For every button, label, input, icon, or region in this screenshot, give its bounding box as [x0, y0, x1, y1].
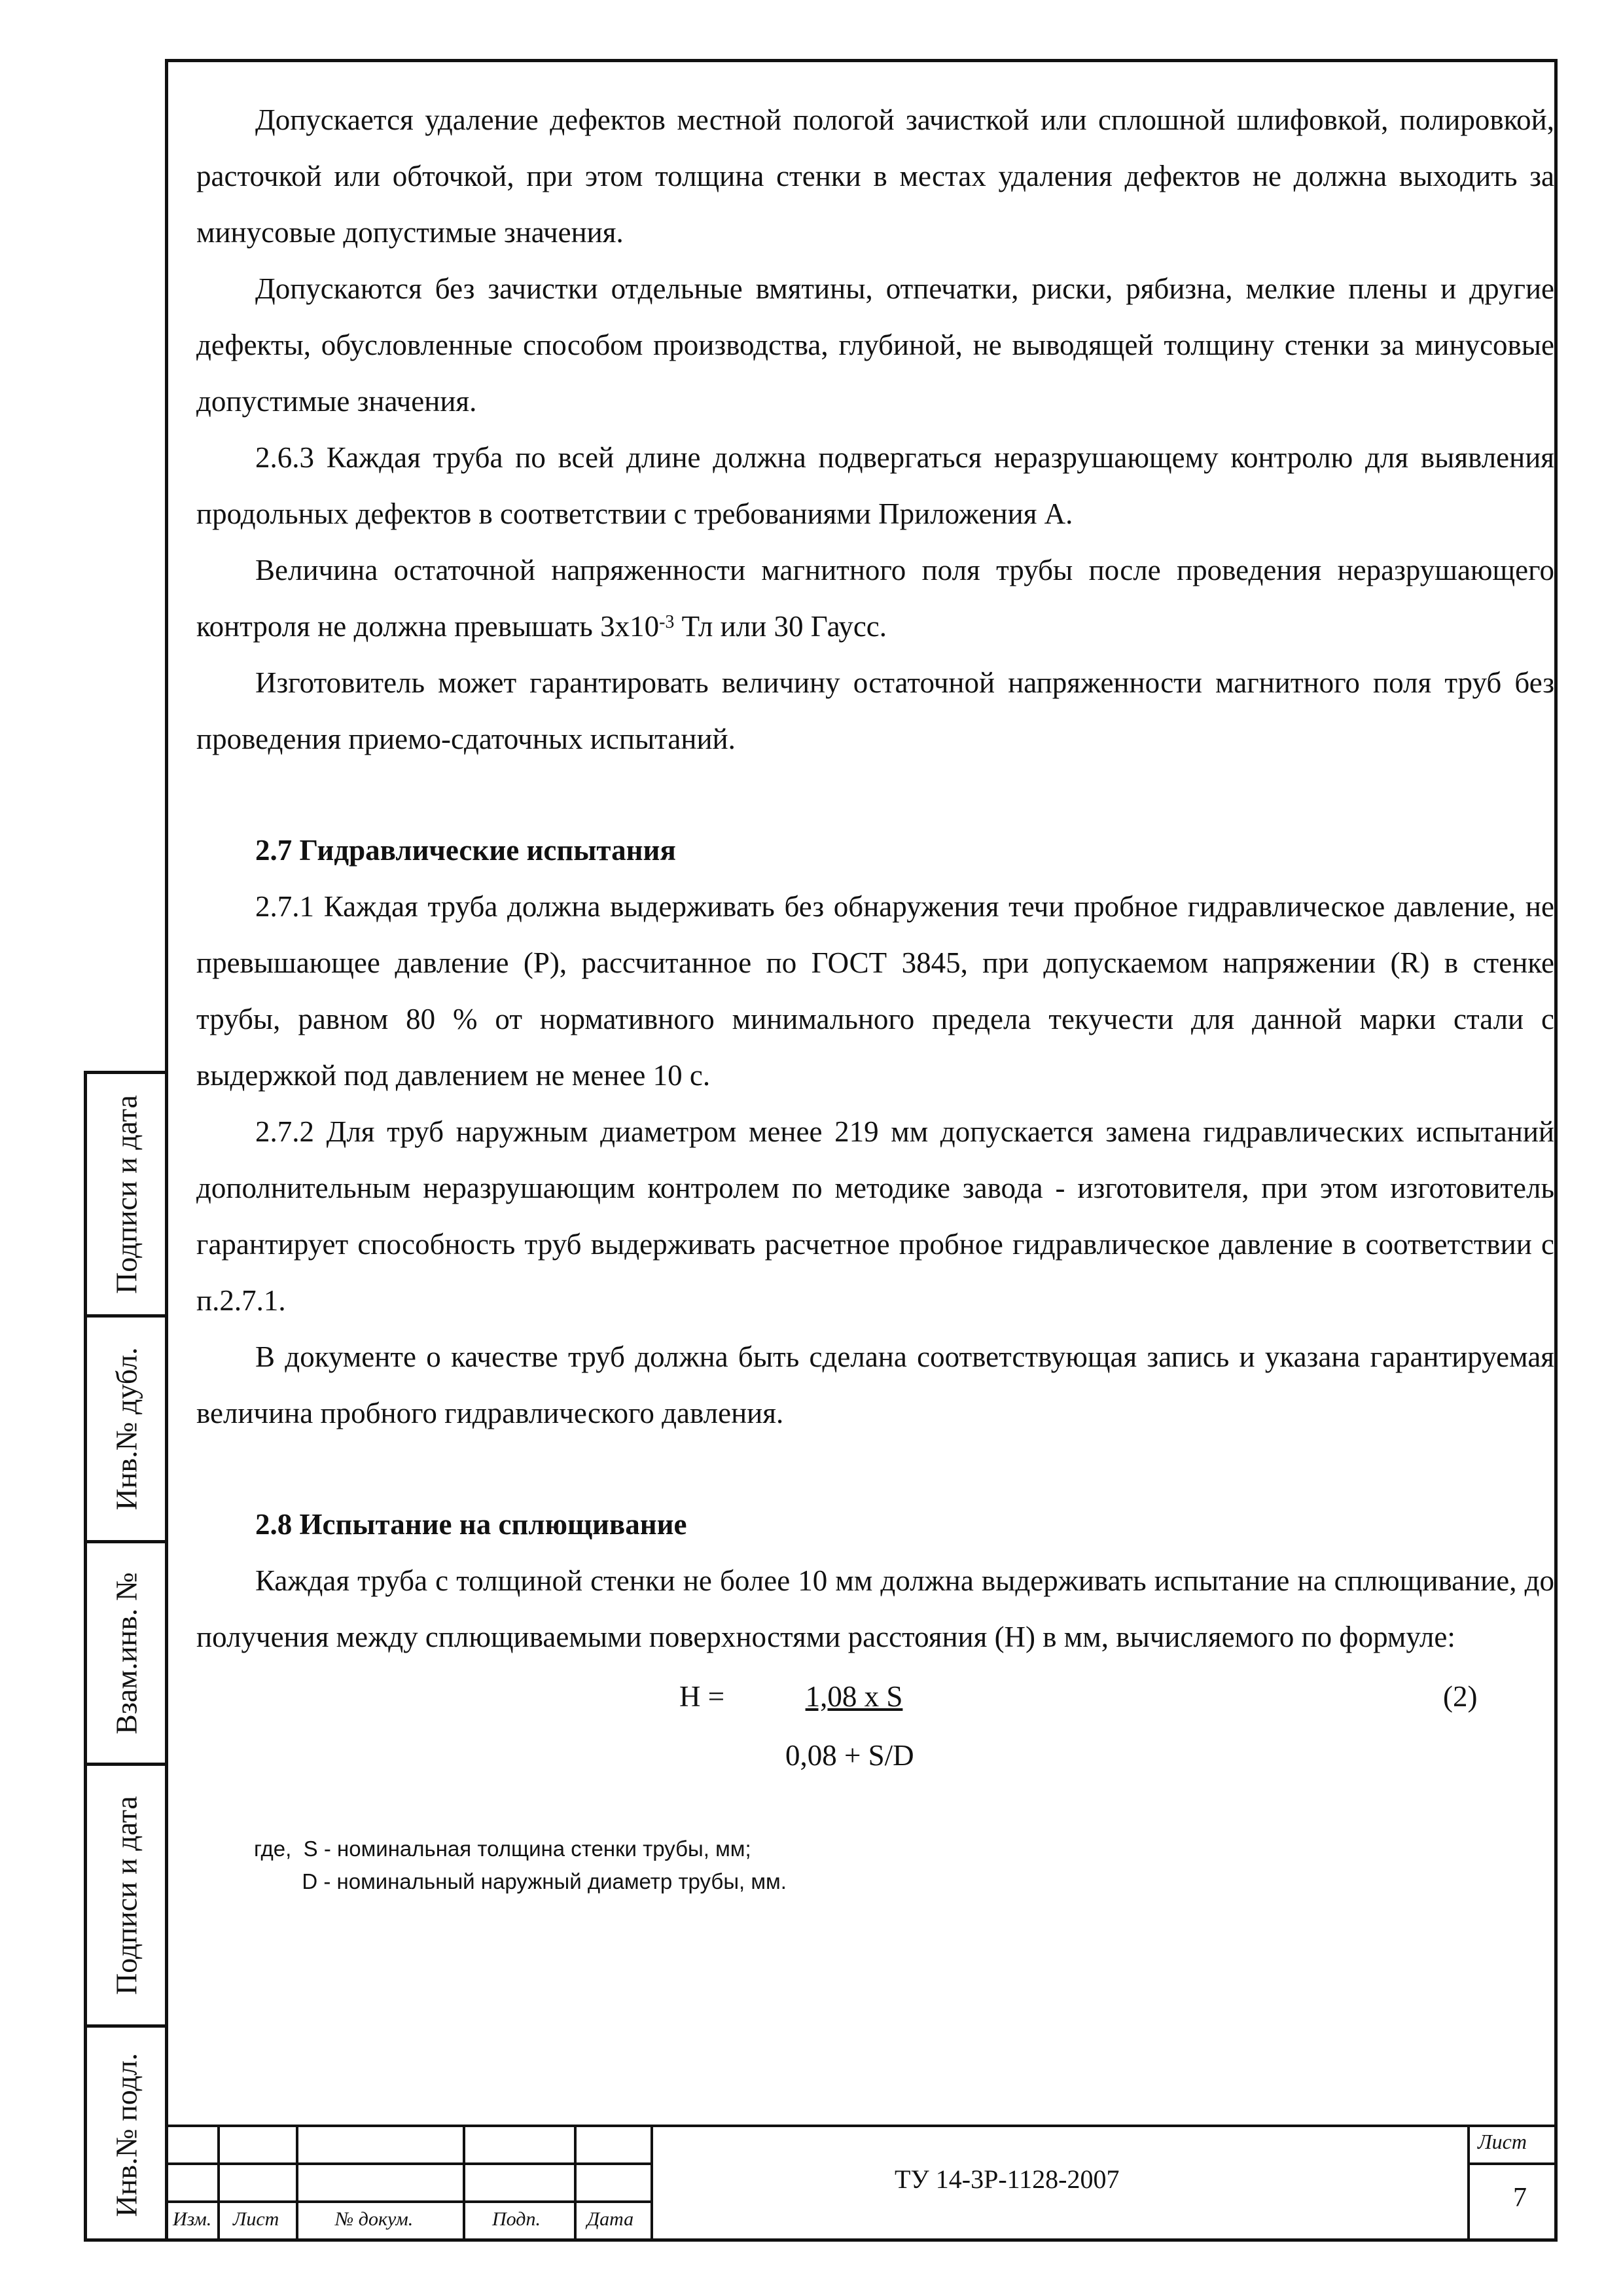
paragraph-flattening: Каждая труба с толщиной стенки не более 10 мм должна выдерживать испытание на сплющивание, до получения между сплющиваемыми поверхностями расстояния (Н) в мм, вычисляемого по формуле: [196, 1564, 1554, 1653]
document-number: ТУ 14-3Р-1128-2007 [895, 2164, 1120, 2194]
strip-label-signatures-1: Подписи и дата [109, 1094, 143, 1294]
paragraph-magnetic-field [196, 542, 1554, 655]
paragraph-quality-document: В документе о качестве труб должна быть сделана соответствующая запись и указана гарантируемая величина пробного гидравлического давления. [196, 1340, 1554, 1429]
heading-2-7: 2.7 Гидравлические испытания [255, 834, 676, 867]
paragraph-2-6-3: 2.6.3 Каждая труба по всей длине должна подвергаться неразрушающему контролю для выявления продольных дефектов в соответствии с требованиями Приложения А. [196, 441, 1554, 530]
paragraph-manufacturer-guarantee: Изготовитель может гарантировать величину остаточной напряженности магнитного поля труб без проведения приемо-сдаточных испытаний. [196, 666, 1554, 755]
document-body [196, 92, 1554, 1796]
sheet-number: 7 [1513, 2183, 1527, 2213]
exponent: -3 [659, 612, 675, 632]
tb-col-line-5 [651, 2125, 653, 2242]
tb-label-doc: № докум. [335, 2208, 414, 2230]
strip-label-replace-inv: Взам.инв. № [109, 1571, 143, 1734]
tb-label-list: Лист [233, 2208, 279, 2230]
tb-col-line-1 [217, 2125, 220, 2242]
title-block [165, 2125, 1558, 2242]
definition-d: D - номинальный наружный диаметр трубы, мм. [254, 1869, 787, 1893]
tb-label-date: Дата [587, 2208, 634, 2230]
strip-cell-signatures-2 [87, 1766, 165, 2028]
paragraph-allowed-defects: Допускаются без зачистки отдельные вмятины, отпечатки, риски, рябизна, мелкие плены и другие дефекты, обусловленные способом производства, глубиной, не выводящей толщину стенки за минусовые допустимые значения. [196, 272, 1554, 418]
tb-label-izm: Изм. [173, 2208, 212, 2230]
strip-cell-orig-inv [87, 2028, 165, 2242]
strip-cell-dup-inv [87, 1318, 165, 1543]
strip-label-signatures-2: Подписи и дата [109, 1795, 143, 1995]
formula-numerator: 1,08 х S [805, 1680, 903, 1713]
heading-2-8: 2.8 Испытание на сплющивание [255, 1508, 687, 1541]
strip-cell-signatures-1 [87, 1074, 165, 1318]
magnetic-field-text: Величина остаточной напряженности магнитного поля трубы после проведения неразрушающего контроля не должна превышать 3х10 [196, 554, 1554, 643]
tb-sheet-line [1467, 2162, 1558, 2165]
strip-label-dup-inv: Инв.№ дубл. [109, 1347, 143, 1511]
tb-top-line [165, 2125, 1558, 2127]
tb-col-line-6 [1467, 2125, 1470, 2242]
strip-cell-replace-inv [87, 1543, 165, 1766]
formula-denominator: 0,08 + S/D [785, 1739, 914, 1772]
paragraph-defect-removal: Допускается удаление дефектов местной пологой зачисткой или сплошной шлифовкой, полировкой, расточкой или обточкой, при этом толщина стенки в местах удаления дефектов не должна выходить за минусовые допустимые значения. [196, 103, 1554, 249]
tb-row-line-2 [165, 2200, 651, 2203]
magnetic-field-units: Тл или 30 Гаусс. [674, 610, 887, 643]
tb-col-line-3 [463, 2125, 465, 2242]
sheet-label: Лист [1478, 2130, 1527, 2153]
definition-s: где, S - номинальная толщина стенки трубы, мм; [254, 1837, 751, 1861]
formula-lhs: Н = [679, 1680, 725, 1713]
tb-row-line-1 [165, 2162, 651, 2165]
formula-number: (2) [1443, 1680, 1478, 1713]
strip-label-orig-inv: Инв.№ подл. [109, 2053, 143, 2217]
tb-col-line-4 [574, 2125, 577, 2242]
paragraph-2-7-1: 2.7.1 Каждая труба должна выдерживать без обнаружения течи пробное гидравлическое давление, не превышающее давление (Р), рассчитанное по ГОСТ 3845, при допускаемом напряжении (R) в стенке трубы, равном 80 % от нормативного минимального предела текучести для данной марки стали с выдержкой под давлением не менее 10 с. [196, 890, 1554, 1092]
side-registration-strip [84, 1071, 165, 2242]
tb-label-sign: Подп. [492, 2208, 541, 2230]
formula-2 [196, 1665, 1554, 1796]
paragraph-2-7-2: 2.7.2 Для труб наружным диаметром менее 219 мм допускается замена гидравлических испытаний дополнительным неразрушающим контролем по методике завода - изготовителя, при этом изготовитель гарантирует способность труб выдерживать расчетное пробное гидравлическое давление в соответствии с п.2.7.1. [196, 1115, 1554, 1317]
tb-col-line-2 [296, 2125, 298, 2242]
formula-definitions [254, 1833, 787, 1898]
